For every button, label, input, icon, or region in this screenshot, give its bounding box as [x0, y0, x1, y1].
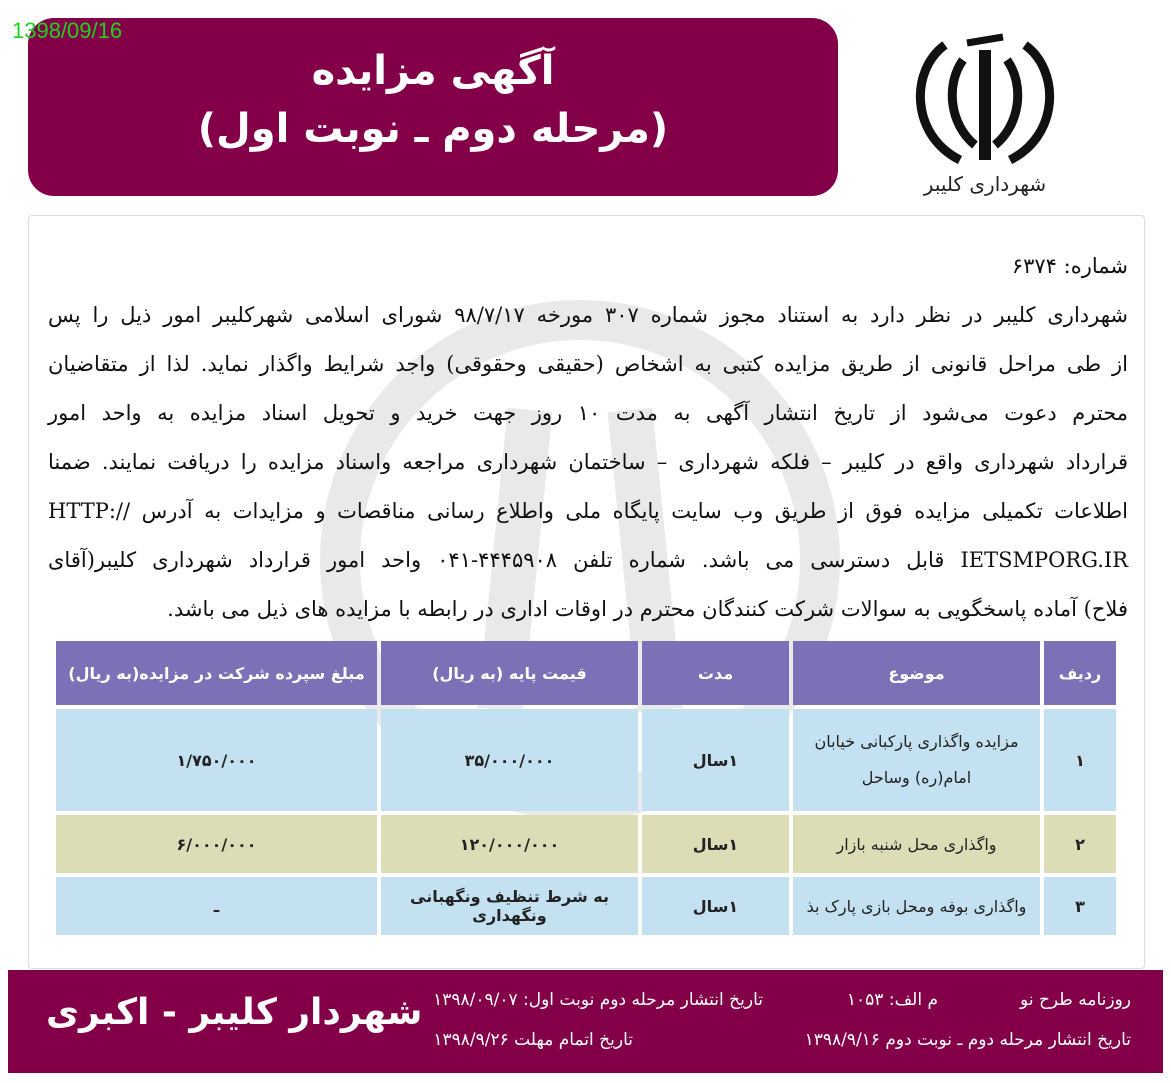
cell-deposit: ۶/۰۰۰/۰۰۰	[56, 815, 377, 873]
cell-row-number: ۲	[1044, 815, 1116, 873]
col-header-base-price: قیمت پایه (به ریال)	[381, 641, 638, 705]
ad-title: آگهی مزایده	[311, 48, 555, 94]
body-line: از طی مراحل قانونی از طریق مزایده کتبی به اشخاص (حقیقی وحقوقی) واجد شرایط واگذار نماید. لذا از متقاضیان	[48, 352, 1128, 376]
body-line: اطلاعات تکمیلی مزایده فوق از طریق وب سایت پایگاه ملی واطلاع رسانی مناقصات و مزایدات به آدرس //:HTTP	[48, 499, 1128, 523]
body-line: فلاح) آماده پاسخگویی به سوالات شرکت کنندگان محترم در اوقات اداری در رابطه با مزایده های ذیل می باشد.	[167, 597, 1128, 621]
cell-subject: مزایده واگذاری پارکبانی خیابان امام(ره) وساحل	[793, 709, 1040, 811]
auction-table	[52, 637, 1120, 939]
date-stamp: 1398/09/16	[12, 18, 123, 43]
body-line: محترم دعوت می‌شود از تاریخ انتشار آگهی به مدت ۱۰ روز جهت خرید و تحویل اسناد مزایده به واحد امور	[48, 401, 1128, 425]
cell-duration: ۱سال	[642, 877, 789, 935]
cell-subject: واگذاری محل شنبه بازار	[793, 815, 1040, 873]
table-row	[56, 709, 1116, 811]
cell-subject: واگذاری بوفه ومحل بازی پارک بذ	[793, 877, 1040, 935]
col-header-duration: مدت	[642, 641, 789, 705]
table-row	[56, 877, 1116, 935]
footer-banner	[8, 970, 1163, 1073]
col-header-deposit: مبلغ سپرده شرکت در مزایده(به ریال)	[56, 641, 377, 705]
table-row	[56, 815, 1116, 873]
ad-number: شماره: ۶۳۷۴	[1011, 254, 1128, 278]
header-banner	[28, 18, 838, 196]
body-line: شهرداری کلیبر در نظر دارد به استناد مجوز شماره ۳۰۷ مورخه ۹۸/۷/۱۷ شورای اسلامی شهرکلیبر امور ذیل را پس	[48, 303, 1128, 327]
ad-code: م الف: ۱۰۵۳	[846, 990, 938, 1010]
cell-duration: ۱سال	[642, 709, 789, 811]
second-publication-date: تاریخ انتشار مرحله دوم ـ نوبت دوم ۱۳۹۸/۹/۱۶	[804, 1030, 1131, 1050]
cell-base-price: به شرط تنظیف ونگهبانی ونگهداری	[381, 877, 638, 935]
first-publication-date: تاریخ انتشار مرحله دوم نوبت اول: ۱۳۹۸/۰۹/۰۷	[433, 990, 763, 1010]
cell-deposit: ـ	[56, 877, 377, 935]
newspaper-name: روزنامه طرح نو	[1020, 990, 1131, 1010]
cell-deposit: ۱/۷۵۰/۰۰۰	[56, 709, 377, 811]
body-line: قرارداد شهرداری واقع در کلیبر – فلکه شهرداری – ساختمان شهرداری مراجعه واسناد مزایده را دریافت نمایند. ضمنا	[48, 450, 1128, 474]
table-header-row	[56, 641, 1116, 705]
ad-body	[48, 242, 1128, 634]
col-header-row-number: ردیف	[1044, 641, 1116, 705]
emblem-label: شهرداری کلیبر	[923, 172, 1047, 196]
cell-base-price: ۳۵/۰۰۰/۰۰۰	[381, 709, 638, 811]
cell-base-price: ۱۲۰/۰۰۰/۰۰۰	[381, 815, 638, 873]
cell-row-number: ۱	[1044, 709, 1116, 811]
mayor-signature: شهردار کلیبر - اکبری	[46, 992, 423, 1033]
deadline-date: تاریخ اتمام مهلت ۱۳۹۸/۹/۲۶	[433, 1030, 633, 1050]
col-header-subject: موضوع	[793, 641, 1040, 705]
cell-row-number: ۳	[1044, 877, 1116, 935]
iran-emblem-icon	[905, 25, 1065, 175]
ad-subtitle: (مرحله دوم ـ نوبت اول)	[197, 106, 669, 152]
body-line: IETSMPORG.IR قابل دسترسی می باشد. شماره تلفن ۴۴۴۵۹۰۸-۰۴۱ واحد امور قرارداد شهرداری کلیبر(آقای	[48, 548, 1129, 572]
cell-duration: ۱سال	[642, 815, 789, 873]
